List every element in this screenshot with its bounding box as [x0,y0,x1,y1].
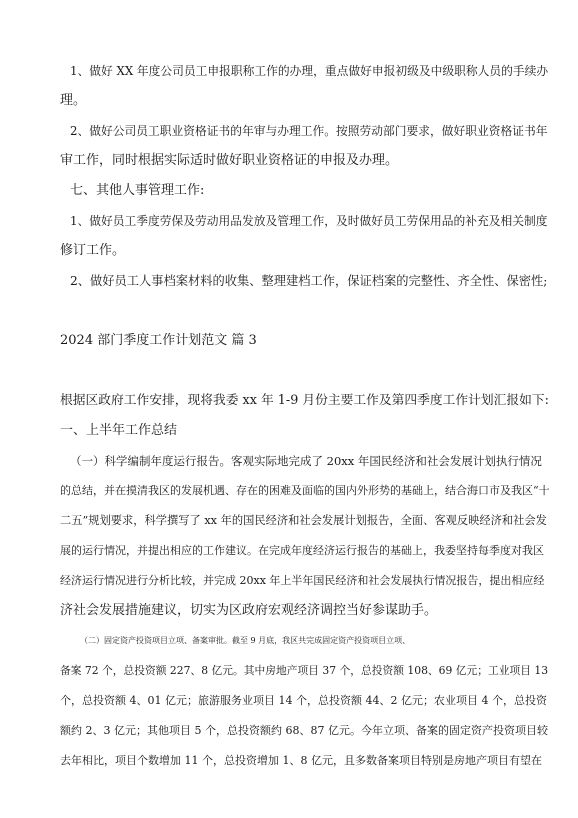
text-line: 1、做好 XX 年度公司员工申报职称工作的办理，重点做好申报初级及中级职称人员的手续办 [70,64,549,78]
text-line: 修订工作。 [60,243,126,258]
text-line: 2、做好员工人事档案材料的收集、整理建档工作，保证档案的完整性、齐全性、保密性; [70,274,548,288]
text-line: 经济运行情况进行分析比较，并完成 20xx 年上半年国民经济和社会发展执行情况报告，提出相应经 [60,574,545,587]
section-heading: 七、其他人事管理工作: [70,183,205,198]
text-line: （一）科学编制年度运行报告。客观实际地完成了 20xx 年国民经济和社会发展计划执行情况 [70,454,542,468]
text-line: 济社会发展措施建议，切实为区政府宏观经济调控当好参谋助手。 [60,603,438,618]
text-line: （二）固定资产投资项目立项、备案审批。截至 9 月底，我区共完成固定资产投资项目立项、 [80,636,411,645]
text-line: 去年相比，项目个数增加 11 个，总投资增加 1、8 亿元，且多数备案项目特别是房地产项目有望在 [60,754,542,767]
text-line: 展的运行情况，并提出相应的工作建议。在完成年度经济运行报告的基础上，我委坚持每季度对我区 [60,544,544,557]
text-line: 额约 2、3 亿元；其他项目 5 个，总投资额约 68、87 亿元。今年立项、备案的固定资产投资项目较 [60,724,548,737]
text-line: 根据区政府工作安排，现将我委 xx 年 1-9 月份主要工作及第四季度工作计划汇报如下: [60,393,549,408]
article-title: 2024 部门季度工作计划范文 篇 3 [60,333,257,348]
text-line: 个，总投资额 4、01 亿元；旅游服务业项目 14 个，总投资额 44、2 亿元；农业项目 4 个，总投资 [60,694,547,707]
text-line: 备案 72 个，总投资额 227、8 亿元。其中房地产项目 37 个，总投资额 108、69 亿元；工业项目 13 [60,664,549,677]
text-line: 审工作，同时根据实际适时做好职业资格证的申报及办理。 [60,153,399,168]
text-line: 理。 [60,93,87,108]
text-line: 二五”规划要求，科学撰写了 xx 年的国民经济和社会发展计划报告，全面、客观反映经济和社会发 [60,514,547,527]
text-line: 的总结，并在摸清我区的发展机遇、存在的困难及面临的国内外形势的基础上，结合海口市及我区“十 [60,484,550,497]
section-heading: 一、上半年工作总结 [60,423,178,438]
text-line: 2、做好公司员工职业资格证书的年审与办理工作。按照劳动部门要求，做好职业资格证书年 [70,124,548,138]
text-line: 1、做好员工季度劳保及劳动用品发放及管理工作，及时做好员工劳保用品的补充及相关制度 [70,214,548,228]
